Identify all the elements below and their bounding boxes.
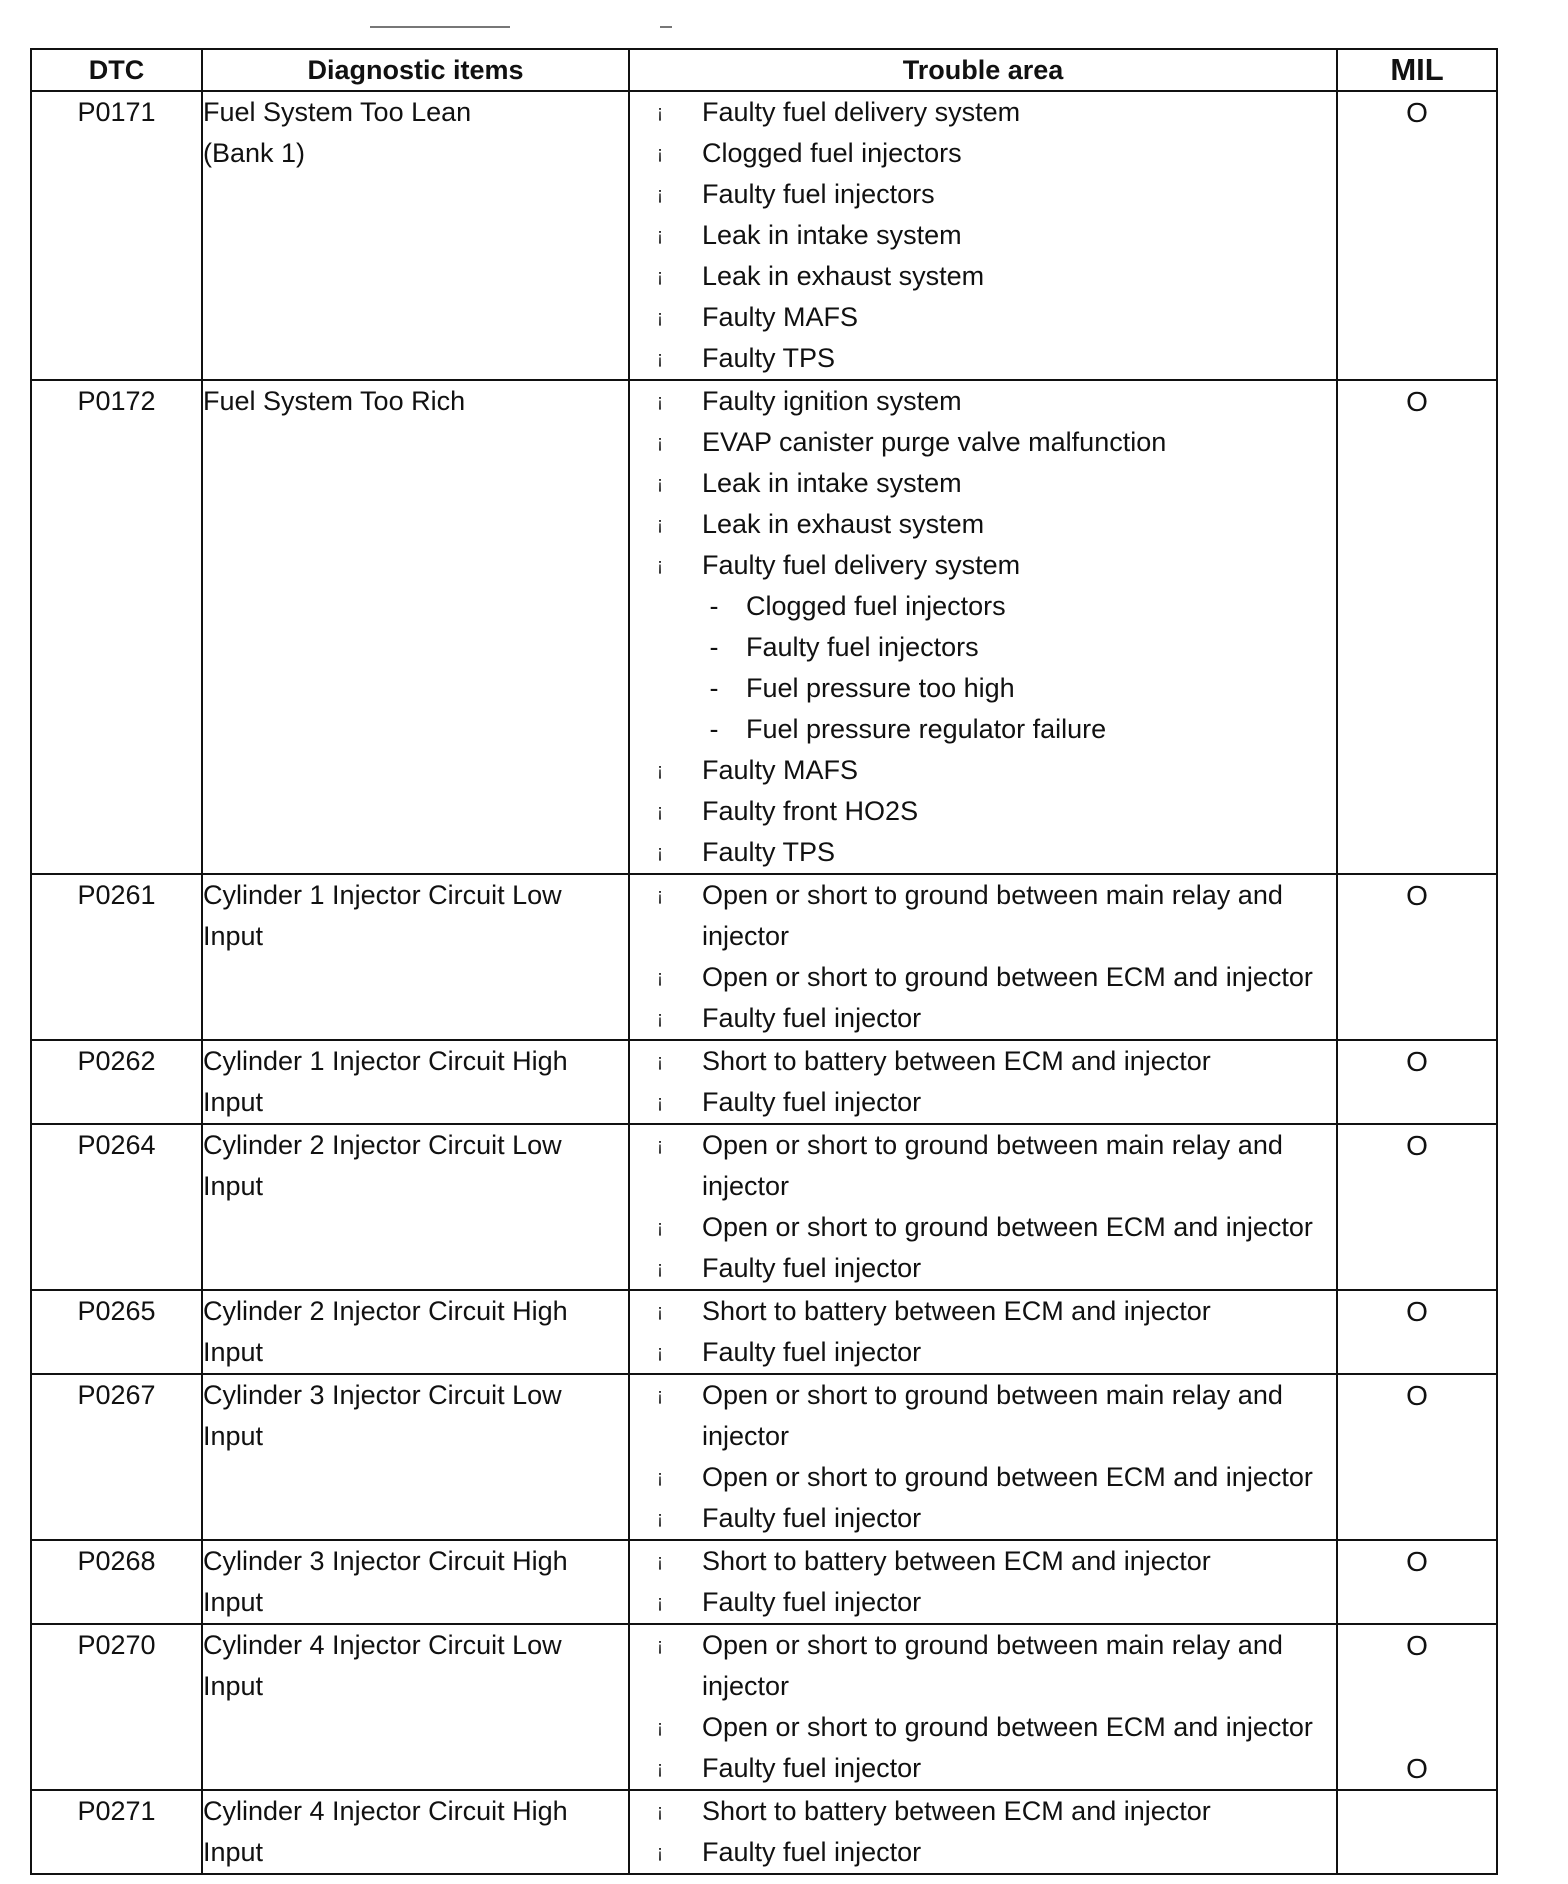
diagnostic-item-line: Input [203,921,264,951]
trouble-text: Faulty fuel injector [702,1503,922,1533]
trouble-item [630,791,1336,832]
scan-mark [370,26,510,28]
bullet-marker: ¡ [657,1092,663,1112]
table-row [31,1290,1497,1374]
trouble-text: Open or short to ground between ECM and injector [702,1462,1313,1492]
mil-mark [1338,1707,1496,1748]
trouble-text: Clogged fuel injectors [746,591,1006,621]
bullet-marker: ¡ [657,225,663,245]
dash-marker: - [709,591,719,621]
header-diagnostic-items: Diagnostic items [202,49,629,91]
diagnostic-item-line: Cylinder 2 Injector Circuit High [203,1296,568,1326]
bullet-marker: ¡ [657,348,663,368]
trouble-area [629,1374,1337,1540]
trouble-text: Faulty fuel injector [702,1003,922,1033]
trouble-item [630,1082,1336,1123]
trouble-text: Open or short to ground between main relay and injector [702,880,1283,951]
trouble-list [630,1791,1336,1873]
trouble-text: Fuel pressure too high [746,673,1015,703]
trouble-item [630,1041,1336,1082]
bullet-marker: ¡ [657,1551,663,1571]
mil-indicator [1337,1624,1497,1790]
bullet-marker: ¡ [657,1217,663,1237]
diagnostic-item-line: Cylinder 1 Injector Circuit High [203,1046,568,1076]
diagnostic-item-line: Input [203,1087,264,1117]
trouble-item [630,1125,1336,1207]
diagnostic-item-line: Input [203,1421,264,1451]
trouble-list [630,92,1336,379]
bullet-marker: ¡ [657,1635,663,1655]
diagnostic-item-line: Cylinder 3 Injector Circuit Low [203,1380,562,1410]
table-row [31,91,1497,380]
mil-mark: O [1406,880,1428,911]
trouble-text: Faulty fuel injectors [702,179,935,209]
mil-mark: O [1406,1046,1428,1077]
mil-indicator [1337,1374,1497,1540]
trouble-item [630,875,1336,957]
bullet-marker: ¡ [657,514,663,534]
bullet-marker: ¡ [657,1008,663,1028]
trouble-item [630,92,1336,133]
trouble-text: Faulty fuel injector [702,1753,922,1783]
bullet-marker: ¡ [657,967,663,987]
trouble-subitem [630,627,1336,668]
diagnostic-item [202,380,629,874]
dtc-code: P0265 [31,1290,202,1374]
bullet-marker: ¡ [657,1592,663,1612]
dtc-table [30,48,1498,1875]
trouble-text: Open or short to ground between ECM and injector [702,1712,1313,1742]
mil-indicator [1337,91,1497,380]
mil-mark: O [1406,1753,1428,1784]
diagnostic-item-line: Cylinder 1 Injector Circuit Low [203,880,562,910]
mil-mark: O [1406,1546,1428,1577]
bullet-marker: ¡ [657,1801,663,1821]
bullet-marker: ¡ [657,1301,663,1321]
header-dtc: DTC [31,49,202,91]
mil-mark [1338,1666,1496,1707]
trouble-item [630,998,1336,1039]
trouble-item [630,545,1336,586]
trouble-text: Faulty fuel delivery system [702,97,1021,127]
trouble-text: Leak in exhaust system [702,509,985,539]
trouble-text: Faulty fuel injector [702,1337,922,1367]
trouble-text: Short to battery between ECM and injector [702,1796,1211,1826]
diagnostic-item [202,874,629,1040]
bullet-marker: ¡ [657,1342,663,1362]
trouble-text: Fuel pressure regulator failure [746,714,1107,744]
diagnostic-item-line: Fuel System Too Lean [203,97,472,127]
dtc-code: P0270 [31,1624,202,1790]
table-row [31,1540,1497,1624]
trouble-text: Faulty TPS [702,343,836,373]
trouble-area [629,1290,1337,1374]
bullet-marker: ¡ [657,1135,663,1155]
diagnostic-item [202,1290,629,1374]
scan-mark [660,26,672,28]
trouble-item [630,957,1336,998]
trouble-subitem [630,586,1336,627]
bullet-marker: ¡ [657,1467,663,1487]
trouble-item [630,1332,1336,1373]
bullet-marker: ¡ [657,1051,663,1071]
trouble-area [629,380,1337,874]
trouble-item [630,1707,1336,1748]
trouble-item [630,463,1336,504]
dtc-code: P0262 [31,1040,202,1124]
mil-mark: O [1406,1380,1428,1411]
mil-indicator [1337,1124,1497,1290]
trouble-area [629,1540,1337,1624]
bullet-marker: ¡ [657,143,663,163]
table-row [31,380,1497,874]
diagnostic-item-line: (Bank 1) [203,138,306,168]
bullet-marker: ¡ [657,184,663,204]
bullet-marker: ¡ [657,801,663,821]
trouble-item [630,1498,1336,1539]
bullet-marker: ¡ [657,266,663,286]
dtc-code: P0261 [31,874,202,1040]
trouble-text: Faulty MAFS [702,755,859,785]
dash-marker: - [709,673,719,703]
mil-mark: O [1406,1630,1428,1661]
bullet-marker: ¡ [657,1842,663,1862]
trouble-text: Open or short to ground between main relay and injector [702,1130,1283,1201]
table-row [31,1374,1497,1540]
diagnostic-item-line: Input [203,1671,264,1701]
diagnostic-item-line: Fuel System Too Rich [203,386,466,416]
trouble-item [630,832,1336,873]
trouble-text: Faulty fuel injector [702,1253,922,1283]
trouble-item [630,1375,1336,1457]
mil-mark: O [1406,1296,1428,1327]
mil-indicator [1337,1040,1497,1124]
mil-indicator [1337,1790,1497,1874]
table-row [31,1040,1497,1124]
trouble-area [629,1040,1337,1124]
bullet-marker: ¡ [657,1258,663,1278]
trouble-item [630,1248,1336,1289]
trouble-text: Leak in intake system [702,468,962,498]
trouble-item [630,215,1336,256]
trouble-item [630,504,1336,545]
bullet-marker: ¡ [657,760,663,780]
diagnostic-item-line: Input [203,1171,264,1201]
bullet-marker: ¡ [657,1508,663,1528]
trouble-item [630,133,1336,174]
dtc-code: P0264 [31,1124,202,1290]
trouble-item [630,1457,1336,1498]
trouble-area [629,874,1337,1040]
trouble-area [629,91,1337,380]
diagnostic-item-line: Input [203,1587,264,1617]
trouble-item [630,1207,1336,1248]
trouble-item [630,1582,1336,1623]
trouble-text: Faulty fuel injectors [746,632,979,662]
trouble-text: Open or short to ground between main relay and injector [702,1630,1283,1701]
header-mil: MIL [1337,49,1497,91]
trouble-text: Short to battery between ECM and injector [702,1296,1211,1326]
bullet-marker: ¡ [657,391,663,411]
mil-mark: O [1406,1130,1428,1161]
table-row [31,1124,1497,1290]
trouble-text: Faulty MAFS [702,302,859,332]
trouble-text: Short to battery between ECM and injector [702,1546,1211,1576]
dtc-code: P0171 [31,91,202,380]
trouble-text: Short to battery between ECM and injector [702,1046,1211,1076]
diagnostic-item [202,1124,629,1290]
dtc-code: P0267 [31,1374,202,1540]
trouble-text: EVAP canister purge valve malfunction [702,427,1167,457]
scan-marks [370,26,670,28]
diagnostic-item [202,1374,629,1540]
trouble-item [630,1541,1336,1582]
diagnostic-item [202,1540,629,1624]
trouble-list [630,1375,1336,1539]
trouble-text: Faulty fuel delivery system [702,550,1021,580]
table-row [31,1790,1497,1874]
mil-indicator [1337,1540,1497,1624]
mil-mark: O [1406,386,1428,417]
bullet-marker: ¡ [657,555,663,575]
trouble-text: Faulty fuel injector [702,1587,922,1617]
header-trouble-area: Trouble area [629,49,1337,91]
mil-mark: O [1406,97,1428,128]
diagnostic-item-line: Cylinder 4 Injector Circuit Low [203,1630,562,1660]
trouble-text: Open or short to ground between main relay and injector [702,1380,1283,1451]
bullet-marker: ¡ [657,1385,663,1405]
trouble-list [630,1041,1336,1123]
trouble-item [630,297,1336,338]
trouble-item [630,338,1336,379]
trouble-item [630,256,1336,297]
trouble-list [630,381,1336,873]
diagnostic-item-line: Input [203,1837,264,1867]
bullet-marker: ¡ [657,1717,663,1737]
mil-indicator [1337,1290,1497,1374]
bullet-marker: ¡ [657,307,663,327]
diagnostic-item [202,1790,629,1874]
trouble-subitem [630,668,1336,709]
dash-marker: - [709,632,719,662]
trouble-text: Faulty front HO2S [702,796,919,826]
bullet-marker: ¡ [657,885,663,905]
diagnostic-item [202,1624,629,1790]
trouble-item [630,1791,1336,1832]
trouble-text: Clogged fuel injectors [702,138,962,168]
header-row [31,49,1497,91]
dtc-code: P0268 [31,1540,202,1624]
diagnostic-item [202,1040,629,1124]
trouble-text: Faulty fuel injector [702,1837,922,1867]
table-row [31,1624,1497,1790]
bullet-marker: ¡ [657,102,663,122]
trouble-subitem [630,709,1336,750]
diagnostic-item-line: Cylinder 2 Injector Circuit Low [203,1130,562,1160]
trouble-list [630,1291,1336,1373]
trouble-area [629,1124,1337,1290]
dtc-code: P0172 [31,380,202,874]
trouble-list [630,1625,1336,1789]
diagnostic-item [202,91,629,380]
bullet-marker: ¡ [657,1758,663,1778]
table-body [31,91,1497,1874]
trouble-list [630,875,1336,1039]
trouble-item [630,1625,1336,1707]
trouble-area [629,1790,1337,1874]
diagnostic-item-line: Cylinder 3 Injector Circuit High [203,1546,568,1576]
trouble-area [629,1624,1337,1790]
trouble-text: Open or short to ground between ECM and injector [702,962,1313,992]
trouble-list [630,1541,1336,1623]
diagnostic-item-line: Cylinder 4 Injector Circuit High [203,1796,568,1826]
mil-indicator [1337,380,1497,874]
trouble-item [630,381,1336,422]
bullet-marker: ¡ [657,473,663,493]
diagnostic-item-line: Input [203,1337,264,1367]
trouble-text: Open or short to ground between ECM and injector [702,1212,1313,1242]
bullet-marker: ¡ [657,842,663,862]
trouble-text: Faulty fuel injector [702,1087,922,1117]
bullet-marker: ¡ [657,432,663,452]
table-row [31,874,1497,1040]
trouble-item [630,1291,1336,1332]
mil-indicator [1337,874,1497,1040]
trouble-text: Faulty TPS [702,837,836,867]
trouble-item [630,174,1336,215]
trouble-text: Leak in intake system [702,220,962,250]
trouble-list [630,1125,1336,1289]
trouble-item [630,1748,1336,1789]
trouble-text: Faulty ignition system [702,386,962,416]
trouble-item [630,750,1336,791]
trouble-item [630,422,1336,463]
dtc-code: P0271 [31,1790,202,1874]
trouble-text: Leak in exhaust system [702,261,985,291]
dash-marker: - [709,714,719,744]
trouble-item [630,1832,1336,1873]
